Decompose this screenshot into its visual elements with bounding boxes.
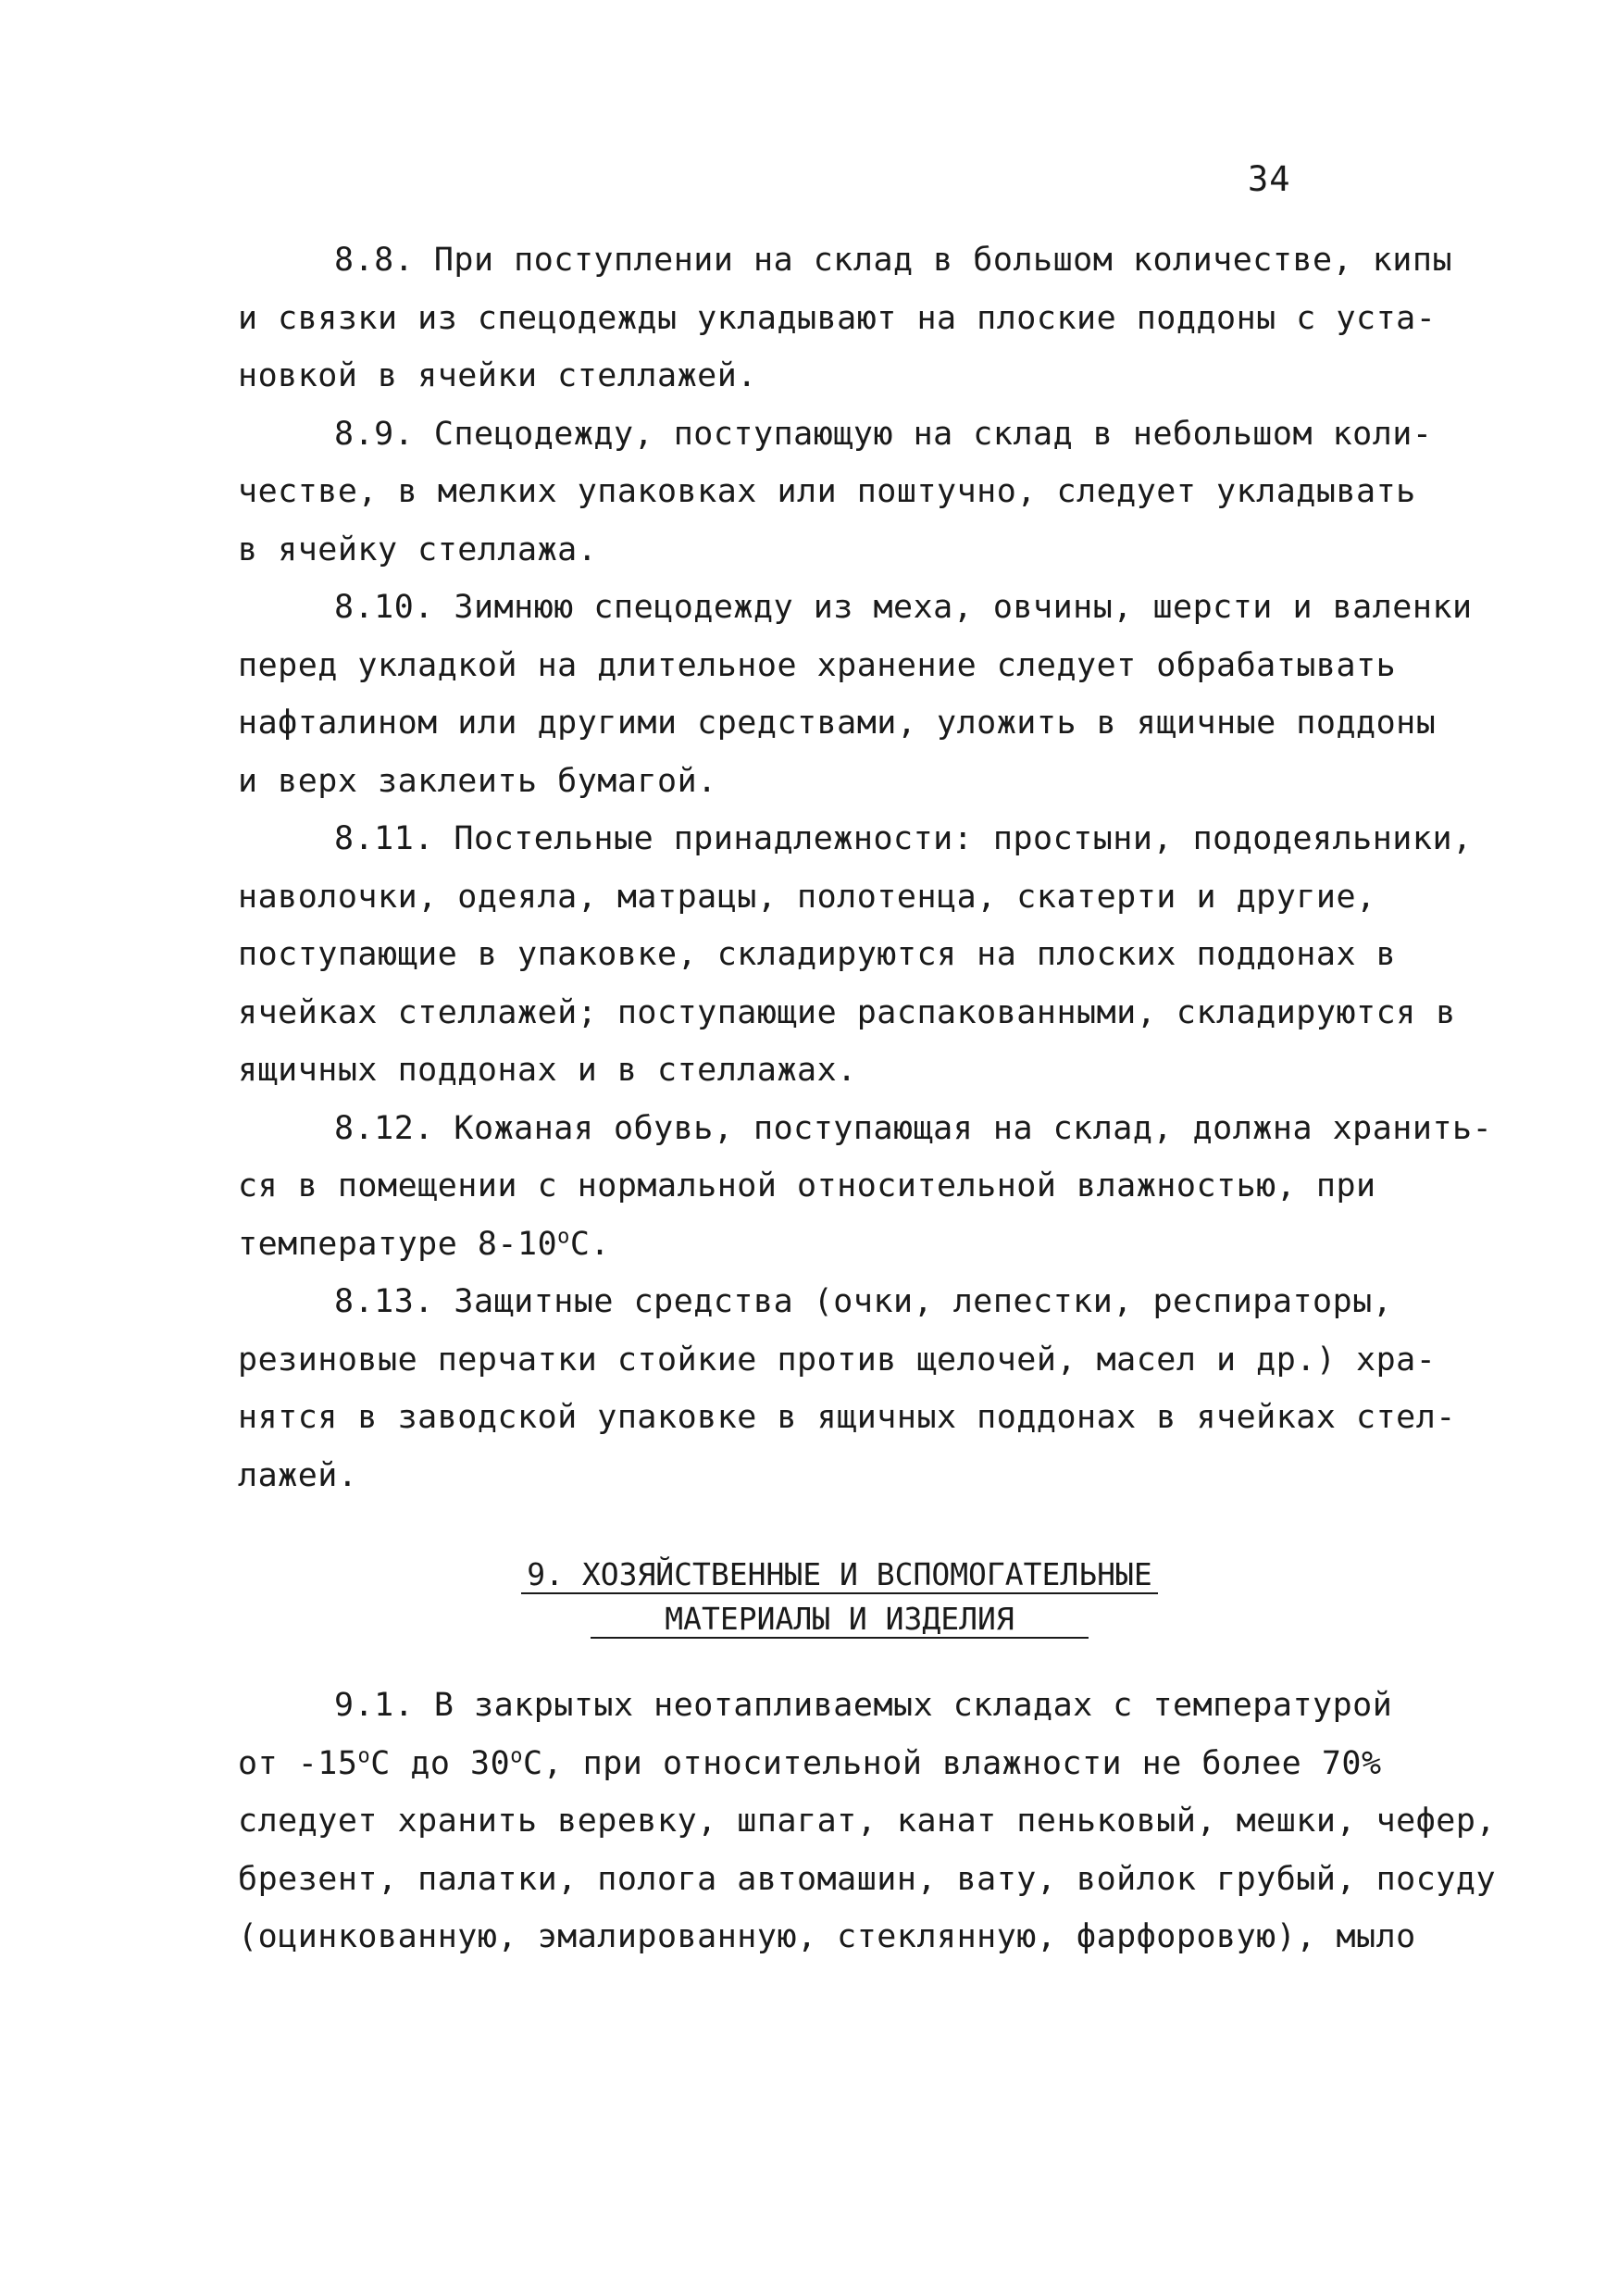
paragraph-line: новкой в ячейки стеллажей. — [238, 357, 757, 394]
paragraph-line: 8.13. Защитные средства (очки, лепестки, респираторы, — [334, 1283, 1393, 1320]
degree-superscript: о — [510, 1743, 523, 1767]
paragraph-line: и связки из спецодежды укладывают на плоские поддоны с уста- — [238, 299, 1437, 337]
paragraph-line: (оцинкованную, эмалированную, стеклянную, фарфоровую), мыло — [238, 1918, 1416, 1955]
paragraph-line — [238, 1216, 1404, 1274]
paragraph-line: наволочки, одеяла, матрацы, полотенца, скатерти и другие, — [238, 878, 1376, 916]
paragraph-8-12 — [238, 1100, 1493, 1274]
text-fragment: С. — [569, 1225, 611, 1263]
text-fragment: температуре 8-10 — [238, 1225, 558, 1263]
paragraph-line: резиновые перчатки стойкие против щелочей, масел и др.) хра- — [238, 1341, 1437, 1379]
paragraph-line: нятся в заводской упаковке в ящичных поддонах в ячейках стел- — [238, 1399, 1456, 1436]
paragraph-line: 8.9. Спецодежду, поступающую на склад в небольшом коли- — [334, 415, 1433, 453]
text-fragment: С до 30 — [370, 1744, 511, 1782]
paragraph-line: и верх заклеить бумагой. — [238, 762, 717, 800]
paragraph-line: 9.1. В закрытых неотапливаемых складах с температурой — [334, 1687, 1393, 1724]
paragraph-line: поступающие в упаковке, складируются на плоских поддонах в — [238, 936, 1397, 973]
paragraph-line: 8.12. Кожаная обувь, поступающая на склад, должна хранить- — [334, 1109, 1493, 1147]
paragraph-8-11 — [238, 810, 1473, 1100]
paragraph-line: честве, в мелких упаковках или поштучно, следует укладывать — [238, 473, 1416, 510]
paragraph-line: 8.8. При поступлении на склад в большом количестве, кипы — [334, 242, 1453, 279]
heading-text: МАТЕРИАЛЫ И ИЗДЕЛИЯ — [591, 1601, 1089, 1639]
paragraph-line: брезент, палатки, полога автомашин, вату, войлок грубый, посуду — [238, 1860, 1497, 1898]
degree-superscript: о — [557, 1224, 570, 1248]
paragraph-8-9 — [238, 406, 1433, 580]
paragraph-line: ся в помещении с нормальной относительной влажностью, при — [238, 1167, 1376, 1204]
paragraph-line: лажей. — [238, 1456, 358, 1494]
paragraph-line — [238, 1735, 1404, 1793]
text-fragment: С, при относительной влажности не более 70% — [522, 1744, 1382, 1782]
paragraph-line: перед укладкой на длительное хранение следует обрабатывать — [238, 646, 1397, 684]
text-fragment: от -15 — [238, 1744, 358, 1782]
body-text — [238, 231, 1497, 1966]
section-spacer — [238, 1504, 1404, 1553]
degree-superscript: о — [357, 1743, 371, 1767]
paragraph-9-1 — [238, 1677, 1497, 1966]
paragraph-line: в ячейку стеллажа. — [238, 530, 598, 568]
section-heading-line — [516, 1553, 1164, 1597]
paragraph-line: нафталином или другими средствами, уложить в ящичные поддоны — [238, 705, 1437, 742]
paragraph-8-13 — [238, 1273, 1456, 1504]
paragraph-line: следует хранить веревку, шпагат, канат пеньковый, мешки, чефер, — [238, 1803, 1497, 1840]
paragraph-line: ящичных поддонах и в стеллажах. — [238, 1052, 857, 1089]
paragraph-line: 8.11. Постельные принадлежности: простыни, пододеяльники, — [334, 820, 1473, 857]
paragraph-8-8 — [238, 231, 1453, 406]
heading-text: 9. ХОЗЯЙСТВЕННЫЕ И ВСПОМОГАТЕЛЬНЫЕ — [521, 1556, 1158, 1594]
section-heading-line — [516, 1597, 1164, 1641]
paragraph-line: ячейках стеллажей; поступающие распакованными, складируются в — [238, 993, 1456, 1031]
paragraph-line: 8.10. Зимнюю спецодежду из меха, овчины, шерсти и валенки — [334, 589, 1473, 626]
section-heading — [516, 1553, 1164, 1641]
page-number: 34 — [1248, 159, 1291, 199]
paragraph-8-10 — [238, 579, 1473, 810]
